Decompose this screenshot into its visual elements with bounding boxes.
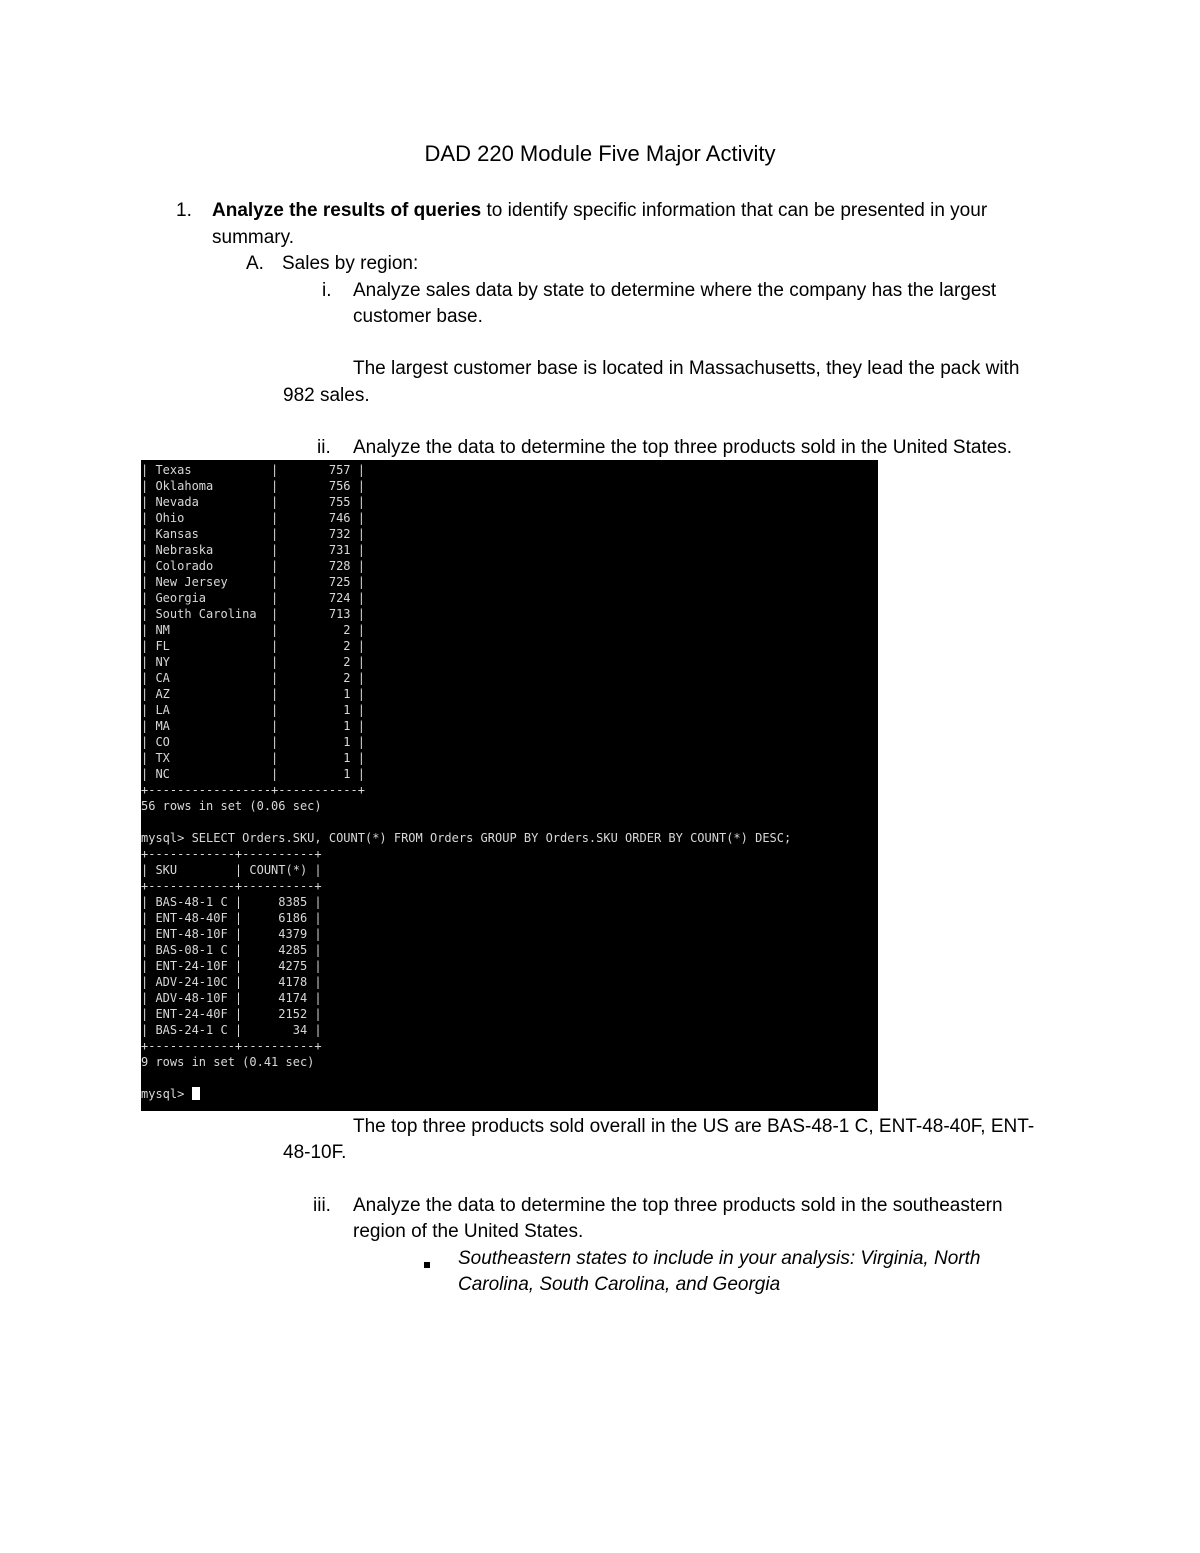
terminal-line: | Texas | 757 | [141, 463, 365, 477]
terminal-line: | ADV-48-10F | 4174 | [141, 991, 322, 1005]
subitem-iii-line-1: Analyze the data to determine the top three products sold in the southeastern [353, 1195, 1003, 1216]
subitem-i-label: i. [322, 280, 332, 301]
item-1-text [212, 198, 987, 224]
terminal-line: | ENT-24-40F | 2152 | [141, 1007, 322, 1021]
item-1-bold-text: Analyze the results of queries [212, 200, 482, 221]
terminal-line: | Ohio | 746 | [141, 511, 365, 525]
item-1-line-2: summary. [212, 227, 294, 248]
subitem-i-line-2: customer base. [353, 306, 483, 327]
terminal-line: 9 rows in set (0.41 sec) [141, 1055, 315, 1069]
terminal-line: +------------+----------+ [141, 847, 322, 861]
answer-2-line-1: The top three products sold overall in the US are BAS-48-1 C, ENT-48-40F, ENT- [353, 1116, 1035, 1137]
terminal-line: mysql> SELECT Orders.SKU, COUNT(*) FROM Orders GROUP BY Orders.SKU ORDER BY COUNT(*) DESC; [141, 831, 792, 845]
item-1-number: 1. [176, 200, 192, 221]
subitem-ii-text: Analyze the data to determine the top three products sold in the United States. [353, 437, 1013, 458]
terminal-line: | SKU | COUNT(*) | [141, 863, 322, 877]
terminal-line: | New Jersey | 725 | [141, 575, 365, 589]
terminal-line: | BAS-24-1 C | 34 | [141, 1023, 322, 1037]
answer-1-line-2: 982 sales. [283, 385, 370, 406]
terminal-screenshot [141, 460, 878, 1111]
terminal-line: | MA | 1 | [141, 719, 365, 733]
answer-1-line-1: The largest customer base is located in Massachusetts, they lead the pack with [353, 358, 1020, 379]
terminal-line: | NC | 1 | [141, 767, 365, 781]
page-title: DAD 220 Module Five Major Activity [424, 141, 776, 166]
terminal-line: | LA | 1 | [141, 703, 365, 717]
terminal-line: | Kansas | 732 | [141, 527, 365, 541]
terminal-line: | BAS-48-1 C | 8385 | [141, 895, 322, 909]
subitem-i-line-1: Analyze sales data by state to determine where the company has the largest [353, 280, 997, 301]
answer-2-line-2: 48-10F. [283, 1142, 347, 1163]
terminal-line: | Georgia | 724 | [141, 591, 365, 605]
bullet-line-1: Southeastern states to include in your analysis: Virginia, North [458, 1248, 981, 1269]
bullet-line-2: Carolina, South Carolina, and Georgia [458, 1274, 781, 1295]
terminal-line: +------------+----------+ [141, 1039, 322, 1053]
terminal-line: | ADV-24-10C | 4178 | [141, 975, 322, 989]
terminal-line: | Nevada | 755 | [141, 495, 365, 509]
terminal-line: | ENT-48-40F | 6186 | [141, 911, 322, 925]
terminal-line: | TX | 1 | [141, 751, 365, 765]
terminal-line: | ENT-48-10F | 4379 | [141, 927, 322, 941]
subitem-iii-line-2: region of the United States. [353, 1221, 584, 1242]
terminal-line: | NM | 2 | [141, 623, 365, 637]
terminal-line: +------------+----------+ [141, 879, 322, 893]
terminal-line: | NY | 2 | [141, 655, 365, 669]
terminal-line: | CO | 1 | [141, 735, 365, 749]
subitem-ii-label: ii. [317, 437, 331, 458]
cursor-icon [192, 1087, 200, 1100]
terminal-line: | BAS-08-1 C | 4285 | [141, 943, 322, 957]
item-1-rest-text: to identify specific information that can be presented in your [481, 200, 988, 221]
terminal-line: | CA | 2 | [141, 671, 365, 685]
section-a-label: A. [246, 253, 264, 274]
subitem-iii-label: iii. [313, 1195, 331, 1216]
terminal-line: +-----------------+-----------+ [141, 783, 365, 797]
terminal-line: 56 rows in set (0.06 sec) [141, 799, 322, 813]
terminal-line: | Nebraska | 731 | [141, 543, 365, 557]
terminal-line: | Colorado | 728 | [141, 559, 365, 573]
terminal-line: | South Carolina | 713 | [141, 607, 365, 621]
square-bullet-icon [424, 1255, 430, 1273]
section-a-text: Sales by region: [282, 253, 419, 274]
terminal-line: | FL | 2 | [141, 639, 365, 653]
terminal-line: | Oklahoma | 756 | [141, 479, 365, 493]
terminal-line: | ENT-24-10F | 4275 | [141, 959, 322, 973]
terminal-line: | AZ | 1 | [141, 687, 365, 701]
terminal-line: mysql> [141, 1086, 200, 1102]
